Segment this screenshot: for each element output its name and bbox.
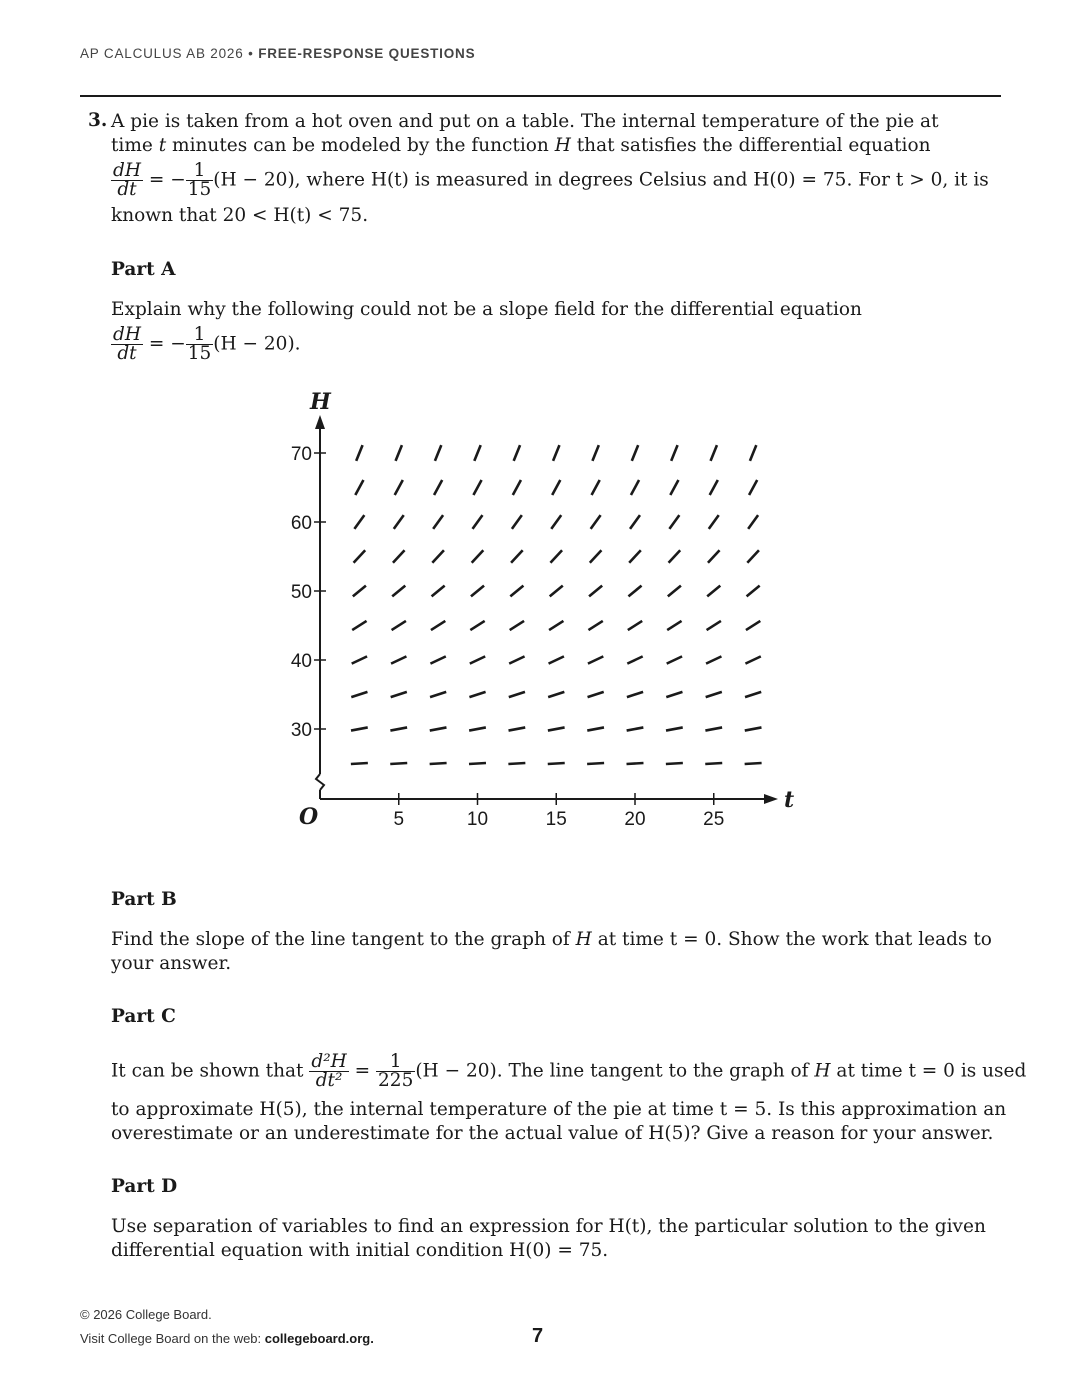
slope-segment [667,656,682,663]
part-d-line-2: differential equation with initial condition H(0) = 75. [111,1240,609,1261]
slope-segment [588,656,603,663]
slope-segment [508,763,525,764]
part-c-line-3: overestimate or an underestimate for the actual value of H(5)? Give a reason for your answer. [111,1123,994,1144]
slope-segment [430,763,447,764]
question-line-2: time t minutes can be modeled by the function H that satisfies the differential equation [111,135,931,156]
slope-segment [550,550,562,562]
slope-segment [432,586,445,597]
slope-segment [469,763,486,764]
slope-segment [706,692,722,697]
slope-segment [549,621,563,630]
question-line-4: known that 20 < H(t) < 75. [111,205,369,226]
slope-segment [390,763,407,764]
slope-segment [392,586,405,597]
constant-fraction: $\frac{1}{15}$ [187,160,212,200]
slope-segment [469,692,485,697]
slope-segment [749,480,757,495]
slope-segment [396,445,402,461]
slope-segment [627,692,643,697]
slope-segment [668,586,681,597]
x-tick-label: 20 [624,809,646,830]
slope-segment [631,480,639,495]
slope-segment [351,692,367,697]
slope-segment [553,445,559,461]
slope-segment [592,480,600,495]
slope-segment [431,621,445,630]
part-b-line-1: Find the slope of the line tangent to the graph of H at time t = 0. Show the work that leads to [111,929,992,950]
slope-segment [548,763,565,764]
slope-segment [669,515,679,529]
slope-segment [666,727,683,730]
part-d-title: Part D [111,1176,178,1197]
slope-segment [632,445,638,461]
slope-segment [746,621,760,630]
slope-segment [393,550,405,562]
slope-segment [430,692,446,697]
slope-segment [671,445,677,461]
slope-segment [711,445,717,461]
x-tick-label: 15 [545,809,567,830]
question-line-3: $\frac{dH}{dt}$ = − $\frac{1}{15}$ (H − 20), where H(t) is measured in degrees Celsius and H(0) = 75. For t > 0, it is [113,160,989,200]
slope-segment [627,656,642,663]
slope-segment [469,727,486,730]
slope-segment [666,692,682,697]
slope-segment [669,550,681,562]
slope-segment [356,445,362,461]
y-tick-label: 50 [290,582,312,603]
slope-segment [430,727,447,730]
y-tick-label: 40 [290,651,312,672]
footer-site-link[interactable]: collegeboard.org. [264,1331,374,1346]
slope-segment [435,445,441,461]
page-number: 7 [532,1325,544,1347]
slope-segment [627,763,644,764]
slope-segment [590,550,602,562]
slope-segment [667,621,681,630]
slope-segment [513,480,521,495]
slope-segment [353,586,366,597]
slope-segment [510,586,523,597]
header-separator: • [243,46,259,61]
slope-segment [628,621,642,630]
slope-segment [473,480,481,495]
slope-segment [748,515,758,529]
slope-segment [745,692,761,697]
slope-segment [352,656,367,663]
slope-segment [591,515,601,529]
part-d-line-1: Use separation of variables to find an expression for H(t), the particular solution to the given [111,1216,986,1237]
derivative-fraction: $\frac{dH}{dt}$ [113,160,141,200]
slope-segment [708,550,720,562]
slope-segment [750,445,756,461]
header-section: FREE-RESPONSE QUESTIONS [258,46,476,61]
slope-field-chart [270,385,800,845]
slope-segment [432,550,444,562]
slope-segment [549,656,564,663]
part-c-line-1: It can be shown that $\frac{\text{d²H}}{\text{dt²}}$ = $\frac{1}{225}$ (H − 20). The line tangent to the graph of H at time t = 0 is used [111,1051,1027,1091]
footer-copyright: © 2026 College Board. [80,1307,212,1322]
slope-segment [588,621,602,630]
slope-segment [433,515,443,529]
slope-segment [551,515,561,529]
slope-segment [395,480,403,495]
slope-segment [355,480,363,495]
slope-segment [710,480,718,495]
slope-segment [747,550,759,562]
part-b-line-2: your answer. [111,953,232,974]
slope-segment [471,586,484,597]
slope-segment [509,727,526,730]
slope-segment [670,480,678,495]
part-c-title: Part C [111,1006,176,1027]
x-axis-arrow [764,794,778,804]
x-tick-label: 10 [466,809,489,830]
slope-segment [745,763,762,764]
slope-segment [747,586,760,597]
slope-segment [473,515,483,529]
slope-segment [351,763,368,764]
slope-segment [352,621,366,630]
slope-segment [630,515,640,529]
slope-segment [666,763,683,764]
y-tick-label: 60 [290,513,312,534]
y-axis-arrow [315,415,325,429]
header-rule [80,95,1001,97]
y-axis-title: H [310,389,331,415]
question-line-1: A pie is taken from a hot oven and put on a table. The internal temperature of the pie at [111,111,939,132]
slope-segment [470,621,484,630]
slope-segment [510,621,524,630]
slope-segment [390,727,407,730]
slope-segment [430,656,445,663]
slope-segment [391,656,406,663]
part-b-title: Part B [111,889,177,910]
slope-segment [470,656,485,663]
slope-segment [745,727,762,730]
part-a-line-1: Explain why the following could not be a slope field for the differential equation [111,299,862,320]
footer-visit: Visit College Board on the web: collegeboard.org. [80,1331,374,1346]
slope-segment [706,656,721,663]
slope-segment [589,586,602,597]
slope-segment [705,727,722,730]
slope-segment [509,656,524,663]
part-c-line-2: to approximate H(5), the internal temperature of the pie at time t = 5. Is this approximation an [111,1099,1007,1120]
slope-segment [354,550,366,562]
question-number: 3. [88,110,108,131]
slope-segment [628,586,641,597]
slope-segment [709,515,719,529]
slope-segment [587,763,604,764]
slope-segment [512,515,522,529]
slope-segment [391,692,407,697]
slope-segment [514,445,520,461]
slope-segment [394,515,404,529]
x-tick-label: 5 [393,809,405,830]
part-a-equation: $\frac{dH}{dt}$ = − $\frac{1}{15}$ (H − 20). [113,324,301,364]
y-tick-label: 30 [290,720,312,741]
slope-segment [548,692,564,697]
slope-segment [351,727,368,730]
slope-segment [627,727,644,730]
slope-segment [509,692,525,697]
slope-segment [707,621,721,630]
slope-segment [434,480,442,495]
slope-segment [707,586,720,597]
slope-segment [392,621,406,630]
origin-label: O [299,804,319,830]
x-axis-title: t [784,787,795,813]
slope-segment [745,656,760,663]
slope-segment [511,550,523,562]
part-a-title: Part A [111,259,176,280]
slope-segment [474,445,480,461]
slope-segment [588,692,604,697]
slope-segment [548,727,565,730]
slope-segment [472,550,484,562]
y-axis-break [316,774,324,790]
header-course: AP CALCULUS AB 2026 [80,46,244,61]
second-derivative-fraction: $\frac{\text{d²H}}{\text{dt²}}$ [311,1051,347,1091]
slope-segment [587,727,604,730]
slope-segment [592,445,598,461]
x-tick-label: 25 [703,809,725,830]
slope-segment [550,586,563,597]
slope-segment [552,480,560,495]
slope-segment [705,763,722,764]
page-header [80,46,475,61]
y-tick-label: 70 [290,444,312,465]
slope-segment [354,515,364,529]
slope-segment [629,550,641,562]
